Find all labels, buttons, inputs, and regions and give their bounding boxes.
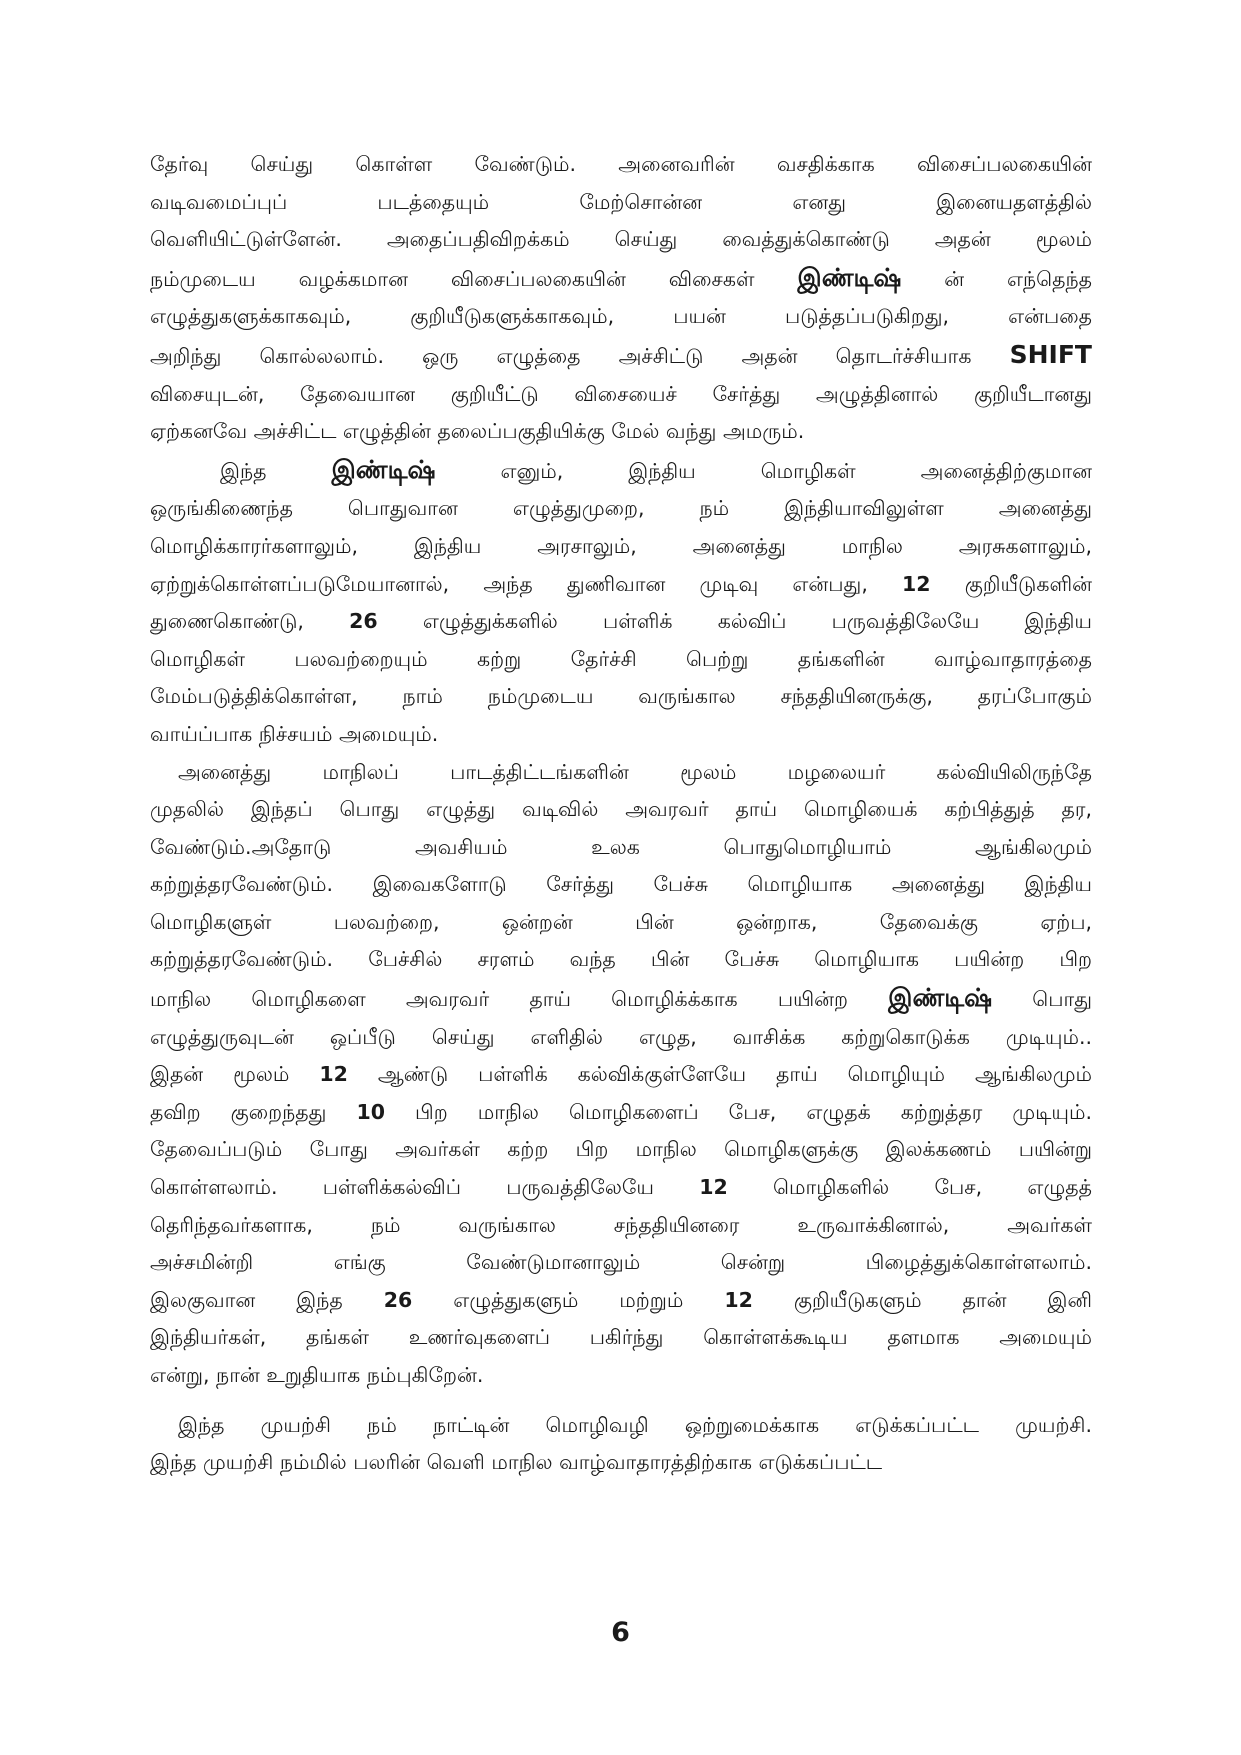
text-line [150, 904, 1092, 942]
text-line [150, 641, 1092, 679]
page-number: 6 [611, 1617, 630, 1648]
text-line [150, 941, 1092, 979]
text-run: மாநில மொழிகளை அவரவர் தாய் மொழிக்க்காக பயின்ற [150, 987, 889, 1012]
text-run: எனும், இந்திய மொழிகள் அனைத்திற்குமான [435, 458, 1093, 483]
text-run: அச்சமின்றி எங்கு வேண்டுமானாலும் சென்று பிழைத்துக்கொள்ளலாம். [150, 1250, 1092, 1275]
text-run: மொழிக்காரர்களாலும், இந்திய அரசாலும், அனைத்து மாநில அரசுகளாலும், [150, 533, 1092, 558]
text-run: அறிந்து கொல்லலாம். ஒரு எழுத்தை அச்சிட்டு அதன் தொடர்ச்சியாக [150, 343, 1010, 368]
text-run: வாய்ப்பாக நிச்சயம் அமையும். [150, 721, 439, 746]
text-line [150, 451, 1092, 491]
text-line [150, 678, 1092, 716]
text-run: குறியீடுகளும் தான் இனி [752, 1287, 1092, 1312]
text-run: இலகுவான இந்த [150, 1287, 384, 1312]
text-line [150, 1444, 1092, 1482]
text-run: ஏற்கனவே அச்சிட்ட எழுத்தின் தலைப்பகுதியிக்கு மேல் வந்து அமரும். [150, 419, 805, 444]
text-line [150, 146, 1092, 184]
text-line [150, 1131, 1092, 1169]
paragraph [150, 146, 1092, 451]
text-run: மொழிகள் பலவற்றையும் கற்று தேர்ச்சி பெற்று தங்களின் வாழ்வாதாரத்தை [150, 646, 1092, 671]
text-run: அனைத்து மாநிலப் பாடத்திட்டங்களின் மூலம் மழலையர் கல்வியிலிருந்தே [178, 759, 1092, 784]
bold-term: 26 [383, 1287, 413, 1312]
text-line [150, 528, 1092, 566]
text-line [150, 376, 1092, 414]
text-line [150, 1357, 1092, 1395]
text-run: ன் எந்தெந்த [901, 266, 1092, 291]
text-run: தேவைப்படும் போது அவர்கள் கற்ற பிற மாநில மொழிகளுக்கு இலக்கணம் பயின்று [150, 1137, 1092, 1162]
paragraph [150, 1407, 1092, 1482]
text-run: தவிற குறைந்தது [150, 1099, 357, 1124]
text-line [150, 490, 1092, 528]
text-run: ஏற்றுக்கொள்ளப்படுமேயானால், அந்த துணிவான முடிவு என்பது, [150, 571, 903, 596]
text-run: பிற மாநில மொழிகளைப் பேச, எழுதக் கற்றுத்தர முடியும். [385, 1099, 1092, 1124]
bold-term: 10 [356, 1099, 385, 1124]
text-line [150, 979, 1092, 1019]
text-run: வடிவமைப்புப் படத்தையும் மேற்சொன்ன எனது இனையதளத்தில் [150, 189, 1092, 214]
bold-term: 12 [724, 1287, 753, 1312]
document-body [150, 146, 1092, 1482]
text-run: விசையுடன், தேவையான குறியீட்டு விசையைச் சேர்த்து அழுத்தினால் குறியீடானது [150, 381, 1092, 406]
text-run: வேண்டும்.அதோடு அவசியம் உலக பொதுமொழியாம் ஆங்கிலமும் [150, 834, 1092, 859]
text-line [150, 184, 1092, 222]
text-run: கற்றுத்தரவேண்டும். பேச்சில் சரளம் வந்த பின் பேச்சு மொழியாக பயின்ற பிற [150, 947, 1092, 972]
text-run: என்று, நான் உறுதியாக நம்புகிறேன். [150, 1363, 484, 1387]
text-run: வெளியிட்டுள்ளேன். அதைப்பதிவிறக்கம் செய்து வைத்துக்கொண்டு அதன் மூலம் [150, 227, 1092, 252]
text-run: இந்த முயற்சி நம் நாட்டின் மொழிவழி ஒற்றுமைக்காக எடுக்கப்பட்ட முயற்சி. [178, 1412, 1092, 1437]
text-run: ஒருங்கிணைந்த பொதுவான எழுத்துமுறை, நம் இந்தியாவிலுள்ள அனைத்து [150, 496, 1092, 521]
bold-term: 12 [902, 571, 931, 596]
text-run: எழுத்துகளும் மற்றும் [412, 1287, 725, 1312]
text-run: தேர்வு செய்து கொள்ள வேண்டும். அனைவரின் வசதிக்காக விசைப்பலகையின் [150, 152, 1092, 176]
text-run: மொழிகளுள் பலவற்றை, ஒன்றன் பின் ஒன்றாக, தேவைக்கு ஏற்ப, [150, 909, 1092, 934]
text-line [150, 1407, 1092, 1445]
text-line [150, 603, 1092, 641]
text-line [150, 1244, 1092, 1282]
text-run: நம்முடைய வழக்கமான விசைப்பலகையின் விசைகள் [150, 266, 798, 291]
text-line [150, 866, 1092, 904]
text-line [150, 336, 1092, 376]
bold-term: 26 [349, 609, 378, 634]
text-line [150, 1319, 1092, 1357]
text-run: இந்த [220, 458, 332, 483]
bold-term: SHIFT [1009, 339, 1092, 369]
text-line [150, 791, 1092, 829]
text-run: குறியீடுகளின் [930, 571, 1092, 596]
text-line [150, 413, 1092, 451]
bold-term: 12 [319, 1062, 348, 1087]
text-run: இந்தியர்கள், தங்கள் உணர்வுகளைப் பகிர்ந்து கொள்ளக்கூடிய தளமாக அமையும் [150, 1325, 1092, 1350]
bold-term: 12 [699, 1175, 728, 1200]
text-run: இந்த முயற்சி நம்மில் பலரின் வெளி மாநில வாழ்வாதாரத்திற்காக எடுக்கப்பட்ட [150, 1450, 883, 1475]
text-run: தெரிந்தவர்களாக, நம் வருங்கால சந்ததியினரை உருவாக்கினால், அவர்கள் [150, 1212, 1092, 1237]
paragraph [150, 754, 1092, 1395]
text-run: கொள்ளலாம். பள்ளிக்கல்விப் பருவத்திலேயே [150, 1175, 700, 1200]
text-line [150, 754, 1092, 792]
text-run: மொழிகளில் பேச, எழுதத் [727, 1175, 1092, 1200]
text-run: துணைகொண்டு, [150, 609, 350, 634]
bold-term: இண்டிஷ் [797, 262, 902, 292]
bold-term: இண்டிஷ் [331, 454, 436, 484]
text-run: இதன் மூலம் [150, 1062, 320, 1087]
text-line [150, 298, 1092, 336]
paragraph [150, 451, 1092, 754]
text-run: முதலில் இந்தப் பொது எழுத்து வடிவில் அவரவர் தாய் மொழியைக் கற்பித்துத் தர, [150, 797, 1092, 822]
text-run: கற்றுத்தரவேண்டும். இவைகளோடு சேர்த்து பேச்சு மொழியாக அனைத்து இந்திய [150, 872, 1092, 897]
text-run: எழுத்துருவுடன் ஒப்பீடு செய்து எளிதில் எழுத, வாசிக்க கற்றுகொடுக்க முடியும்.. [150, 1024, 1092, 1049]
text-line [150, 566, 1092, 604]
text-run: எழுத்துக்களில் பள்ளிக் கல்விப் பருவத்திலேயே இந்திய [377, 609, 1092, 634]
text-line [150, 1019, 1092, 1057]
text-line [150, 1056, 1092, 1094]
text-line [150, 1094, 1092, 1132]
text-line [150, 716, 1092, 754]
bold-term: இண்டிஷ் [888, 983, 993, 1013]
text-line [150, 1169, 1092, 1207]
text-line [150, 259, 1092, 299]
text-line [150, 1282, 1092, 1320]
text-run: மேம்படுத்திக்கொள்ள, நாம் நம்முடைய வருங்கால சந்ததியினருக்கு, தரப்போகும் [150, 684, 1092, 709]
text-run: எழுத்துகளுக்காகவும், குறியீடுகளுக்காகவும், பயன் படுத்தப்படுகிறது, என்பதை [150, 304, 1092, 329]
text-run: ஆண்டு பள்ளிக் கல்விக்குள்ளேயே தாய் மொழியும் ஆங்கிலமும் [347, 1062, 1092, 1087]
text-line [150, 221, 1092, 259]
text-run: பொது [992, 987, 1093, 1012]
text-line [150, 829, 1092, 867]
text-line [150, 1207, 1092, 1245]
